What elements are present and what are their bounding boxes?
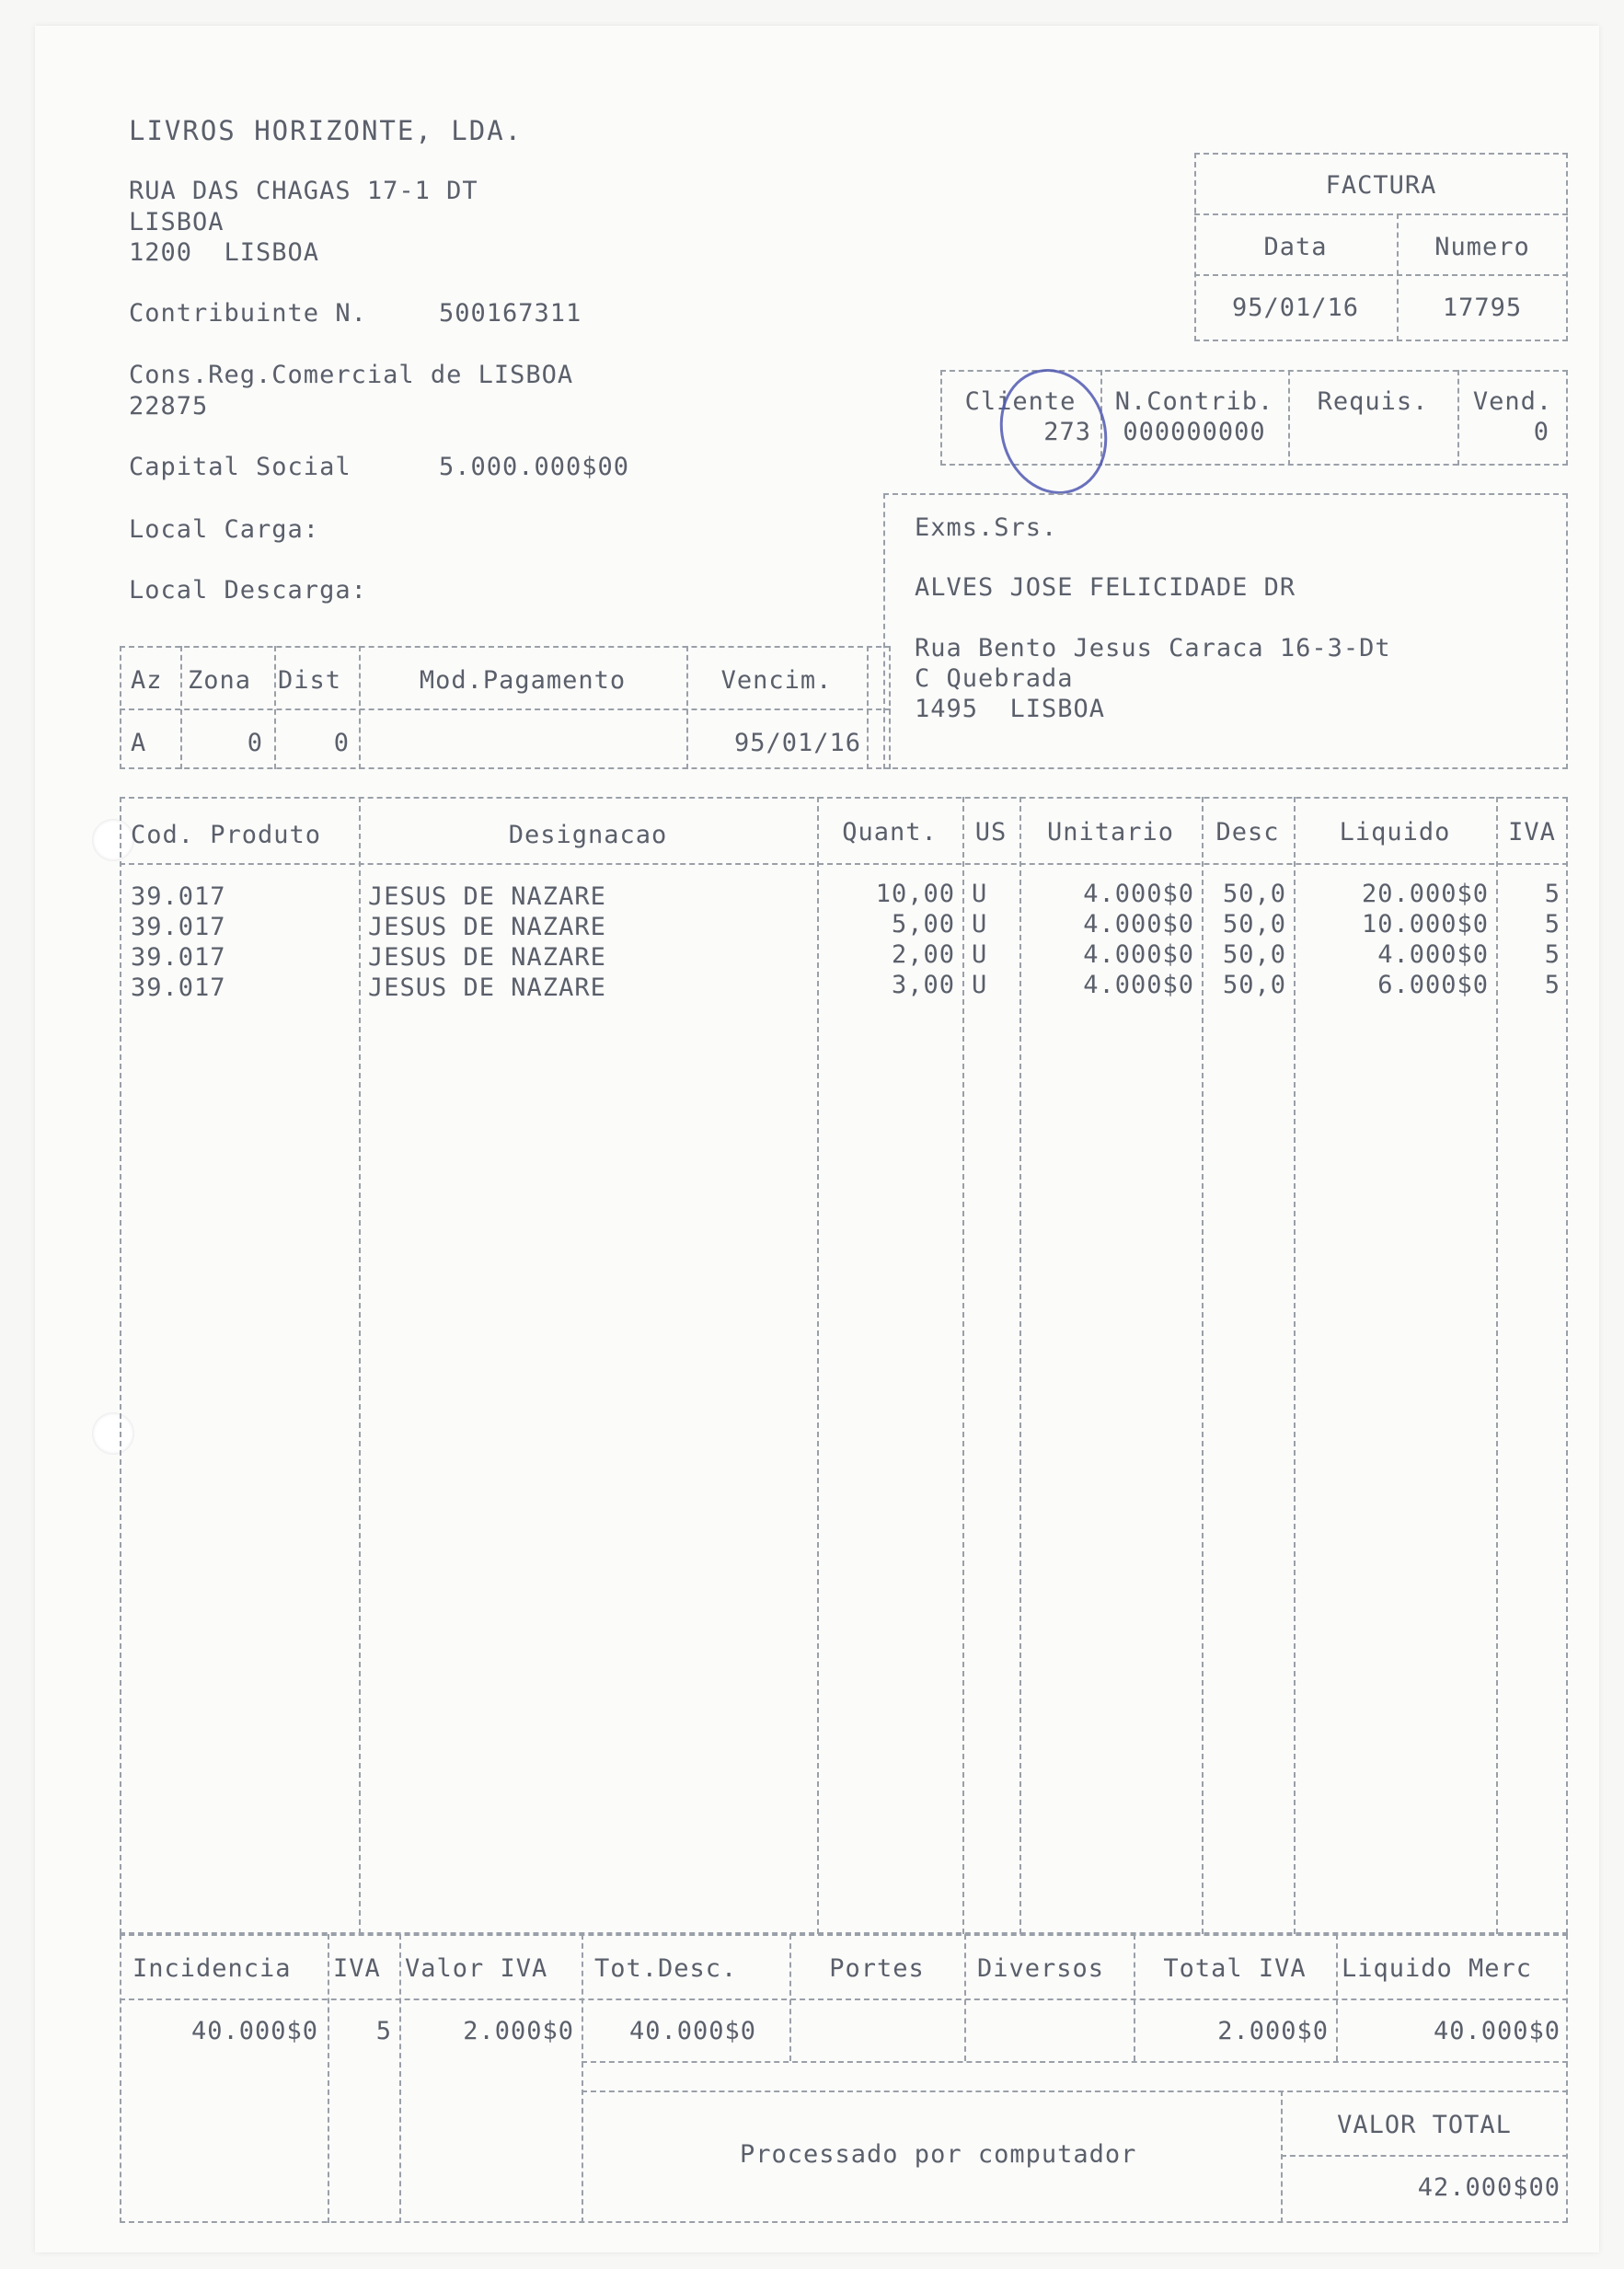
- item-us: U: [972, 880, 988, 908]
- valor-total-divider: [1281, 2155, 1568, 2157]
- item-desig: JESUS DE NAZARE: [368, 913, 606, 941]
- totals-col-divider-1: [328, 1934, 329, 2223]
- totals-header-tot-desc: Tot.Desc.: [594, 1954, 738, 1983]
- payment-header-az: Az: [131, 666, 163, 695]
- registo-line2: 22875: [129, 392, 209, 420]
- item-liq: 20.000$0: [1361, 880, 1489, 908]
- items-header-iva: IVA: [1508, 818, 1556, 847]
- invoice-number: 17795: [1442, 294, 1523, 322]
- items-col-divider-3: [962, 797, 964, 1934]
- local-descarga-label: Local Descarga:: [129, 576, 367, 605]
- item-desc: 50,0: [1222, 971, 1286, 999]
- item-desig: JESUS DE NAZARE: [368, 882, 606, 911]
- item-liq: 4.000$0: [1377, 940, 1489, 969]
- recipient-postal: 1495 LISBOA: [915, 695, 1106, 723]
- ncontrib-value: 000000000: [1123, 418, 1266, 446]
- items-col-divider-6: [1294, 797, 1296, 1934]
- valor-total-value: 42.000$00: [1417, 2173, 1561, 2202]
- items-col-divider-7: [1496, 797, 1498, 1934]
- totals-col-divider-5: [964, 1934, 966, 2061]
- totals-iva: 5: [375, 2017, 392, 2045]
- item-quant: 3,00: [891, 971, 955, 999]
- item-cod: 39.017: [131, 913, 226, 941]
- items-header-divider: [120, 863, 1568, 865]
- totals-header-iva: IVA: [333, 1954, 381, 1983]
- item-unit: 4.000$0: [1083, 940, 1194, 969]
- payment-col-divider-3: [359, 646, 361, 769]
- item-iva: 5: [1544, 910, 1561, 939]
- totals-col-divider-2: [399, 1934, 401, 2223]
- data-label: Data: [1263, 233, 1328, 261]
- factura-divider-2: [1194, 274, 1568, 276]
- item-us: U: [972, 910, 988, 939]
- vend-value: 0: [1533, 418, 1549, 446]
- company-address-line2: LISBOA: [129, 208, 225, 236]
- payment-zona: 0: [247, 729, 263, 757]
- payment-header-vencim: Vencim.: [720, 666, 833, 695]
- recipient-locality: C Quebrada: [915, 664, 1074, 693]
- contribuinte-value: 500167311: [439, 299, 582, 328]
- processado-note: Processado por computador: [740, 2140, 1137, 2169]
- totals-liquido-merc: 40.000$0: [1433, 2017, 1561, 2045]
- item-liq: 10.000$0: [1361, 910, 1489, 939]
- item-desc: 50,0: [1222, 910, 1286, 939]
- totals-total-iva: 2.000$0: [1217, 2017, 1329, 2045]
- totals-valor-iva: 2.000$0: [463, 2017, 574, 2045]
- company-address-line3: 1200 LISBOA: [129, 238, 320, 267]
- client-col-divider-3: [1457, 370, 1459, 466]
- valor-total-col-divider: [1281, 2090, 1283, 2223]
- items-header-quant: Quant.: [842, 818, 938, 847]
- payment-dist: 0: [333, 729, 350, 757]
- items-header-cod: Cod. Produto: [131, 821, 322, 849]
- recipient-name: ALVES JOSE FELICIDADE DR: [915, 573, 1296, 602]
- item-cod: 39.017: [131, 973, 226, 1002]
- invoice-date: 95/01/16: [1231, 294, 1360, 322]
- totals-header-portes: Portes: [829, 1954, 925, 1983]
- ncontrib-label: N.Contrib.: [1114, 387, 1274, 416]
- cliente-label: Cliente: [964, 387, 1077, 416]
- company-address-line1: RUA DAS CHAGAS 17-1 DT: [129, 177, 478, 205]
- capital-value: 5.000.000$00: [439, 453, 630, 481]
- payment-col-divider-5: [867, 646, 869, 769]
- totals-header-total-iva: Total IVA: [1163, 1954, 1307, 1983]
- item-desc: 50,0: [1222, 940, 1286, 969]
- item-us: U: [972, 940, 988, 969]
- numero-label: Numero: [1434, 233, 1530, 261]
- registo-line1: Cons.Reg.Comercial de LISBOA: [129, 361, 574, 389]
- item-us: U: [972, 971, 988, 999]
- items-header-us: US: [974, 818, 1008, 847]
- capital-label: Capital Social: [129, 453, 351, 481]
- item-unit: 4.000$0: [1083, 880, 1194, 908]
- items-header-desig: Designacao: [508, 821, 668, 849]
- payment-header-modpag: Mod.Pagamento: [419, 666, 627, 695]
- factura-title: FACTURA: [1325, 171, 1437, 200]
- totals-header-diversos: Diversos: [977, 1954, 1105, 1983]
- factura-divider-1: [1194, 213, 1568, 215]
- totals-header-divider: [120, 1998, 1568, 2000]
- item-liq: 6.000$0: [1377, 971, 1489, 999]
- local-carga-label: Local Carga:: [129, 515, 320, 544]
- items-col-divider-4: [1019, 797, 1021, 1934]
- item-desig: JESUS DE NAZARE: [368, 943, 606, 972]
- totals-col-divider-4: [789, 1934, 791, 2061]
- items-header-liq: Liquido: [1339, 818, 1451, 847]
- requis-label: Requis.: [1317, 387, 1429, 416]
- totals-header-valor-iva: Valor IVA: [405, 1954, 548, 1983]
- item-quant: 2,00: [891, 940, 955, 969]
- item-unit: 4.000$0: [1083, 910, 1194, 939]
- items-col-divider-5: [1202, 797, 1204, 1934]
- item-iva: 5: [1544, 880, 1561, 908]
- cliente-value: 273: [1043, 418, 1091, 446]
- item-cod: 39.017: [131, 882, 226, 911]
- items-header-desc: Desc: [1215, 818, 1280, 847]
- payment-header-dist: Dist: [278, 666, 342, 695]
- totals-incidencia: 40.000$0: [190, 2017, 318, 2045]
- payment-az: A: [131, 729, 147, 757]
- item-quant: 5,00: [891, 910, 955, 939]
- totals-header-liquido-merc: Liquido Merc: [1342, 1954, 1533, 1983]
- company-name: LIVROS HORIZONTE, LDA.: [129, 115, 524, 146]
- totals-valor-top: [582, 2090, 1568, 2092]
- item-quant: 10,00: [875, 880, 955, 908]
- item-iva: 5: [1544, 971, 1561, 999]
- totals-values-divider: [582, 2061, 1568, 2063]
- item-iva: 5: [1544, 940, 1561, 969]
- totals-tot-desc: 40.000$0: [629, 2017, 757, 2045]
- item-desig: JESUS DE NAZARE: [368, 973, 606, 1002]
- item-unit: 4.000$0: [1083, 971, 1194, 999]
- item-desc: 50,0: [1222, 880, 1286, 908]
- items-col-divider-2: [817, 797, 819, 1934]
- client-col-divider-2: [1288, 370, 1290, 466]
- vend-label: Vend.: [1472, 387, 1553, 416]
- recipient-street: Rua Bento Jesus Caraca 16-3-Dt: [915, 634, 1391, 662]
- payment-vencim: 95/01/16: [733, 729, 861, 757]
- recipient-greeting: Exms.Srs.: [915, 513, 1058, 542]
- item-cod: 39.017: [131, 943, 226, 972]
- payment-divider: [120, 708, 891, 710]
- items-header-unit: Unitario: [1046, 818, 1175, 847]
- items-col-divider-1: [359, 797, 361, 1934]
- contribuinte-label: Contribuinte N.: [129, 299, 367, 328]
- totals-col-divider-3: [582, 1934, 583, 2223]
- valor-total-label: VALOR TOTAL: [1337, 2111, 1512, 2139]
- items-box: [120, 797, 1568, 1934]
- totals-header-incidencia: Incidencia: [132, 1954, 292, 1983]
- payment-header-zona: Zona: [188, 666, 252, 695]
- factura-col-divider: [1397, 213, 1399, 341]
